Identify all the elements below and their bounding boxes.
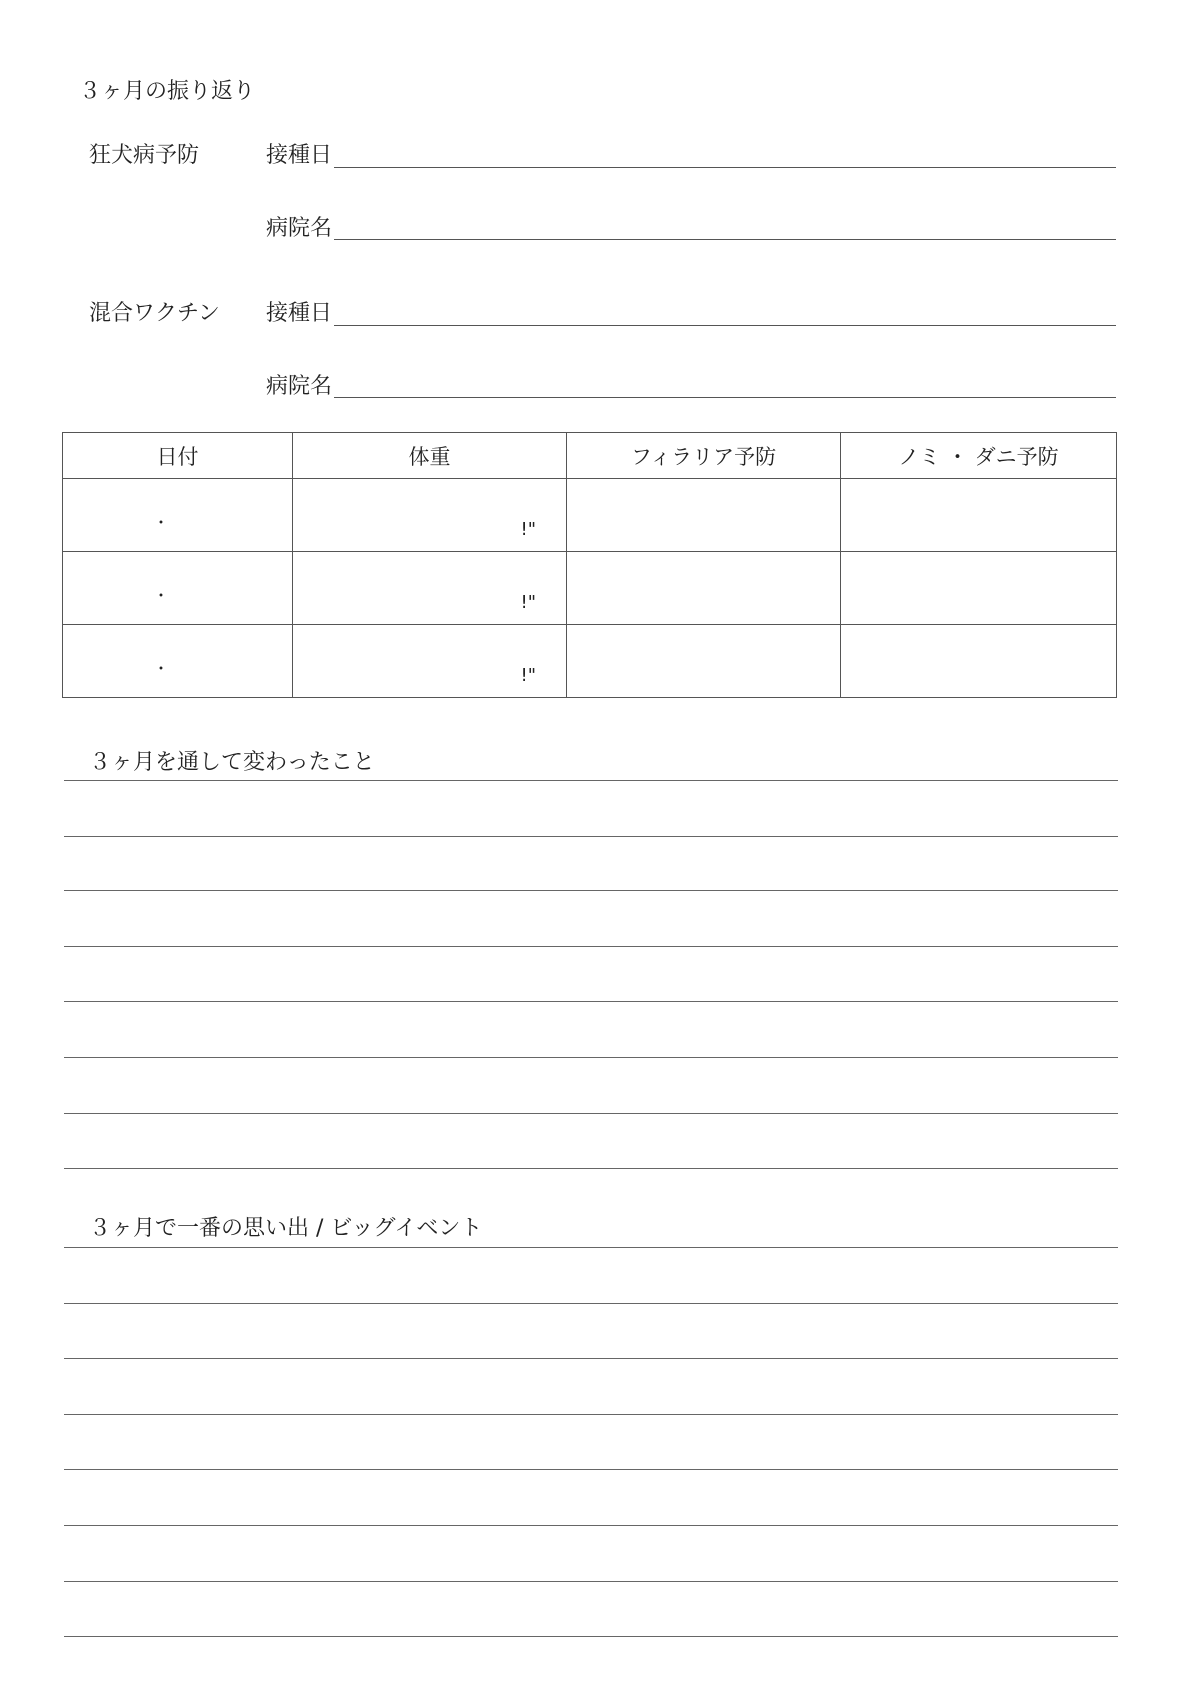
header-date: 日付 xyxy=(63,433,293,479)
flea-tick-cell[interactable] xyxy=(841,625,1117,698)
memories-write-line[interactable] xyxy=(64,1525,1118,1526)
combo-vaccine-label: 混合ワクチン xyxy=(89,301,220,326)
date-cell[interactable] xyxy=(63,552,293,625)
date-separator: ・ xyxy=(153,659,170,678)
header-filaria: フィラリア予防 xyxy=(567,433,841,479)
changes-write-line[interactable] xyxy=(64,946,1118,947)
memories-write-line[interactable] xyxy=(64,1414,1118,1415)
changes-write-line[interactable] xyxy=(64,890,1118,891)
filaria-cell[interactable] xyxy=(567,552,841,625)
record-table xyxy=(62,432,1117,698)
header-weight: 体重 xyxy=(293,433,567,479)
changes-write-line[interactable] xyxy=(64,836,1118,837)
weight-unit: !" xyxy=(520,519,536,540)
combo-date-label: 接種日 xyxy=(266,301,333,326)
flea-tick-cell[interactable] xyxy=(841,552,1117,625)
weight-cell[interactable] xyxy=(293,552,567,625)
date-separator: ・ xyxy=(153,586,170,605)
table-header-row xyxy=(63,433,1117,479)
rabies-hospital-field[interactable] xyxy=(334,239,1116,240)
weight-unit: !" xyxy=(520,592,536,613)
date-cell[interactable] xyxy=(63,479,293,552)
changes-write-line[interactable] xyxy=(64,1168,1118,1169)
memories-write-line[interactable] xyxy=(64,1303,1118,1304)
table-row xyxy=(63,479,1117,552)
changes-write-line[interactable] xyxy=(64,1057,1118,1058)
memories-write-line[interactable] xyxy=(64,1469,1118,1470)
changes-write-line[interactable] xyxy=(64,1113,1118,1114)
memories-write-line[interactable] xyxy=(64,1636,1118,1637)
date-separator: ・ xyxy=(153,513,170,532)
weight-unit: !" xyxy=(520,665,536,686)
combo-hospital-field[interactable] xyxy=(334,397,1116,398)
memories-write-line[interactable] xyxy=(64,1247,1118,1248)
combo-date-field[interactable] xyxy=(334,325,1116,326)
rabies-label: 狂犬病予防 xyxy=(89,143,200,168)
table-row xyxy=(63,625,1117,698)
changes-write-line[interactable] xyxy=(64,780,1118,781)
memories-section-title: ３ヶ月で一番の思い出 / ビッグイベント xyxy=(89,1216,483,1241)
memories-write-line[interactable] xyxy=(64,1581,1118,1582)
weight-cell[interactable] xyxy=(293,625,567,698)
rabies-hospital-label: 病院名 xyxy=(266,216,333,241)
changes-section-title: ３ヶ月を通して変わったこと xyxy=(89,750,375,775)
rabies-date-field[interactable] xyxy=(334,167,1116,168)
flea-tick-cell[interactable] xyxy=(841,479,1117,552)
filaria-cell[interactable] xyxy=(567,625,841,698)
memories-write-line[interactable] xyxy=(64,1358,1118,1359)
page-title: ３ヶ月の振り返り xyxy=(79,79,256,104)
combo-hospital-label: 病院名 xyxy=(266,374,333,399)
header-flea-tick: ノミ ・ ダニ予防 xyxy=(841,433,1117,479)
weight-cell[interactable] xyxy=(293,479,567,552)
rabies-date-label: 接種日 xyxy=(266,143,333,168)
filaria-cell[interactable] xyxy=(567,479,841,552)
table-row xyxy=(63,552,1117,625)
date-cell[interactable] xyxy=(63,625,293,698)
changes-write-line[interactable] xyxy=(64,1001,1118,1002)
